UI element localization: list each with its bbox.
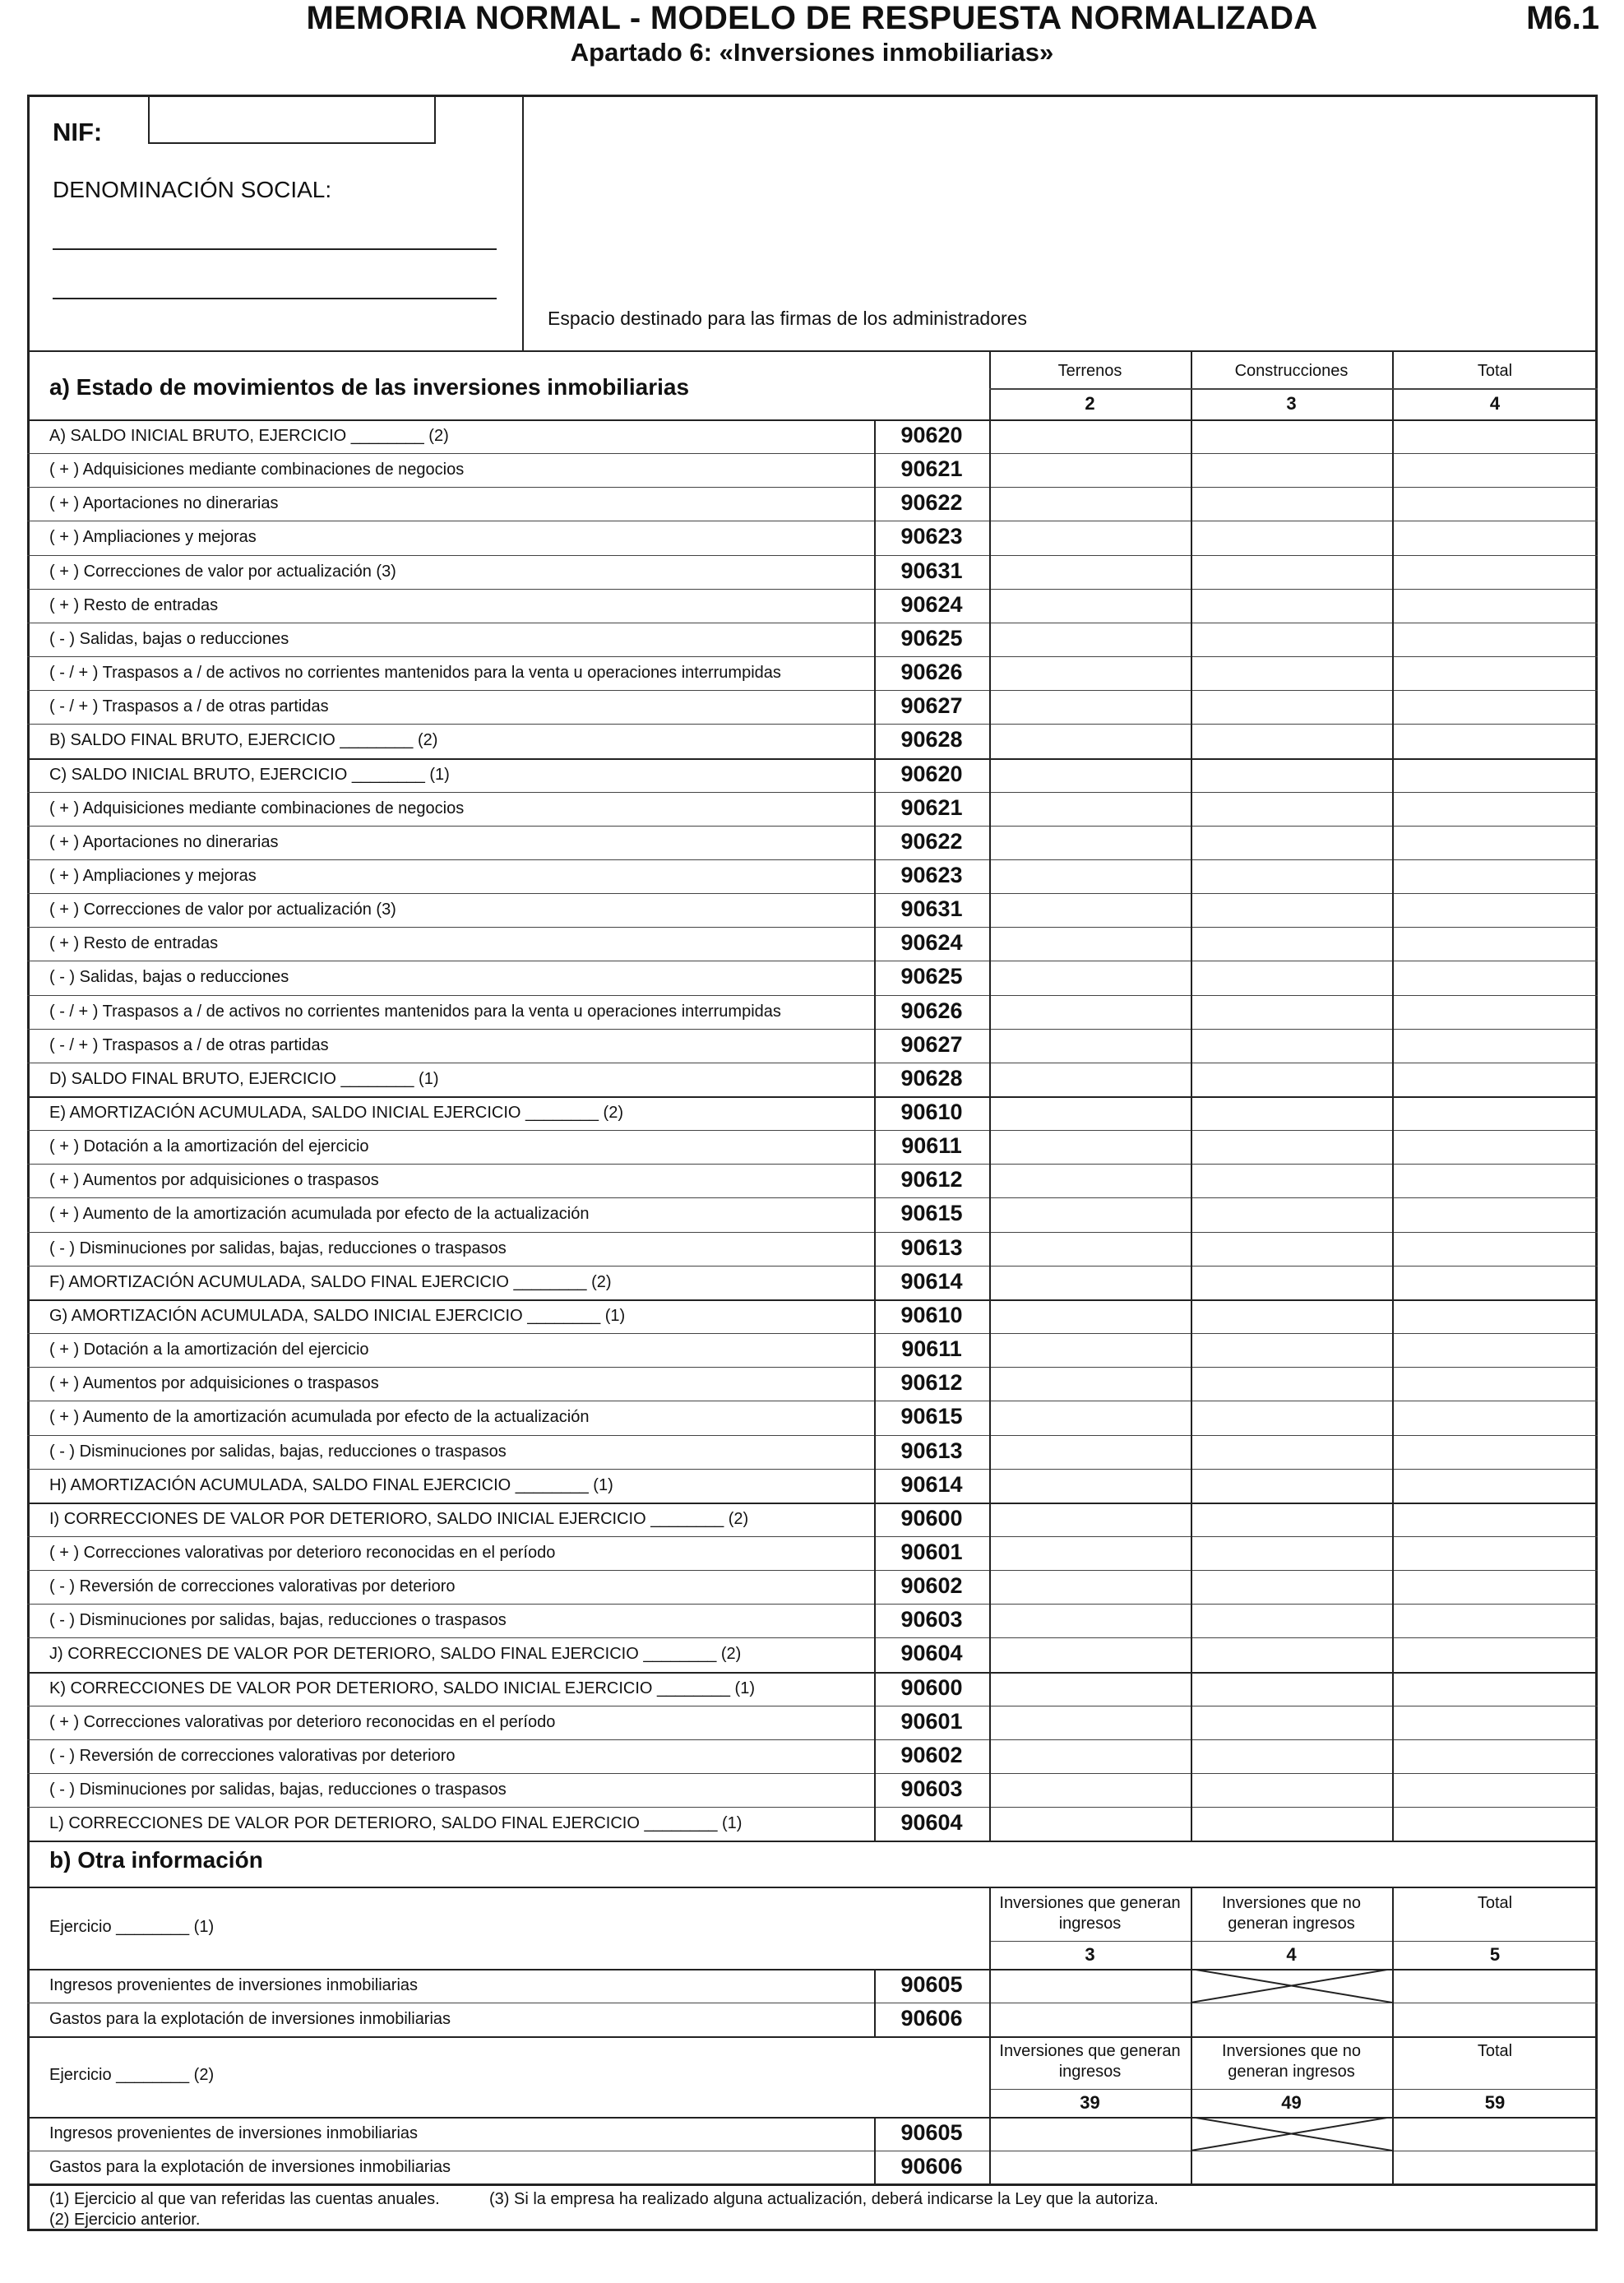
value-cell-terrenos[interactable] — [989, 927, 1191, 961]
value-cell-terrenos[interactable] — [989, 1029, 1191, 1063]
col-num: 5 — [1489, 1944, 1501, 1965]
col-num: 49 — [1281, 2092, 1302, 2113]
col-num-construcciones: 3 — [1286, 393, 1297, 414]
value-cell-terrenos[interactable] — [989, 1570, 1191, 1604]
row-code: 90621 — [900, 456, 963, 482]
col-divider — [989, 1887, 991, 2036]
value-cell-terrenos[interactable] — [989, 1367, 1191, 1401]
row-code: 90604 — [900, 1641, 963, 1666]
row-code: 90626 — [900, 660, 963, 685]
row-code: 90612 — [900, 1370, 963, 1396]
value-cell-construcciones[interactable] — [1191, 859, 1392, 893]
row-code: 90611 — [901, 1336, 962, 1362]
value-cell-construcciones[interactable] — [1191, 1536, 1392, 1570]
row-code: 90611 — [901, 1133, 962, 1159]
footnote-line — [27, 2183, 1598, 2185]
row-label: D) SALDO FINAL BRUTO, EJERCICIO ________ (1) — [49, 1069, 439, 1088]
value-cell-terrenos[interactable] — [989, 1604, 1191, 1637]
footnote-3: (3) Si la empresa ha realizado alguna actualización, deberá indicarse la Ley que la autoriza. — [489, 2190, 1159, 2208]
col-divider — [1392, 1887, 1394, 2036]
row-label: ( - / + ) Traspasos a / de otras partidas — [49, 1035, 329, 1054]
value-cell-terrenos[interactable] — [989, 1333, 1191, 1367]
value-cell-construcciones[interactable] — [1191, 453, 1392, 487]
col-divider — [1191, 1887, 1192, 2036]
row-label: ( + ) Aumentos por adquisiciones o traspasos — [49, 1374, 379, 1393]
value-cell-generan[interactable] — [989, 2151, 1191, 2184]
value-cell-terrenos[interactable] — [989, 1063, 1191, 1096]
row-code: 90602 — [900, 1573, 963, 1599]
value-cell-total[interactable] — [1392, 792, 1598, 826]
value-cell-terrenos[interactable] — [989, 859, 1191, 893]
value-cell-total[interactable] — [1392, 724, 1598, 757]
row-label: ( - ) Salidas, bajas o reducciones — [49, 968, 289, 987]
page-title: MEMORIA NORMAL - MODELO DE RESPUESTA NORMALIZADA — [306, 0, 1318, 36]
row-label: E) AMORTIZACIÓN ACUMULADA, SALDO INICIAL EJERCICIO ________ (2) — [49, 1104, 623, 1122]
row-label: ( - ) Disminuciones por salidas, bajas, reducciones o traspasos — [49, 1442, 507, 1461]
value-cell-construcciones[interactable] — [1191, 1029, 1392, 1063]
value-cell-terrenos[interactable] — [989, 419, 1191, 453]
row-code: 90626 — [900, 998, 963, 1023]
value-cell-terrenos[interactable] — [989, 1672, 1191, 1706]
row-code: 90615 — [900, 1201, 963, 1226]
row-label: ( - / + ) Traspasos a / de activos no corrientes mantenidos para la venta u operaciones interrumpidas — [49, 664, 781, 683]
row-label: ( + ) Correcciones valorativas por deterioro reconocidas en el período — [49, 1543, 556, 1562]
row-code: 90623 — [900, 524, 963, 549]
row-code: 90631 — [900, 896, 963, 922]
value-cell-terrenos[interactable] — [989, 961, 1191, 994]
value-cell-total[interactable] — [1392, 1164, 1598, 1197]
value-cell-terrenos[interactable] — [989, 826, 1191, 859]
value-cell-total[interactable] — [1392, 1435, 1598, 1469]
row-label: ( - ) Disminuciones por salidas, bajas, reducciones o traspasos — [49, 1611, 507, 1630]
value-cell-construcciones[interactable] — [1191, 1637, 1392, 1671]
value-cell-construcciones[interactable] — [1191, 1164, 1392, 1197]
row-code: 90631 — [900, 558, 963, 583]
signature-caption: Espacio destinado para las firmas de los administradores — [548, 308, 1027, 329]
value-cell-construcciones[interactable] — [1191, 927, 1392, 961]
row-label: J) CORRECCIONES DE VALOR POR DETERIORO, SALDO FINAL EJERCICIO ________ (2) — [49, 1645, 742, 1664]
value-cell-construcciones[interactable] — [1191, 1604, 1392, 1637]
value-cell-construcciones[interactable] — [1191, 623, 1392, 656]
value-cell-construcciones[interactable] — [1191, 1197, 1392, 1231]
value-cell-total[interactable] — [1392, 1672, 1598, 1706]
col-head-split — [989, 1941, 1598, 1942]
value-cell-construcciones[interactable] — [1191, 1130, 1392, 1164]
value-cell-terrenos[interactable] — [989, 995, 1191, 1029]
value-cell-construcciones[interactable] — [1191, 1299, 1392, 1333]
row-code: 90627 — [900, 1031, 963, 1057]
row-label: I) CORRECCIONES DE VALOR POR DETERIORO, SALDO INICIAL EJERCICIO ________ (2) — [49, 1509, 749, 1528]
value-cell-terrenos[interactable] — [989, 1401, 1191, 1434]
row-code: 90606 — [900, 2006, 963, 2031]
row-label: G) AMORTIZACIÓN ACUMULADA, SALDO INICIAL EJERCICIO ________ (1) — [49, 1306, 626, 1325]
row-code: 90601 — [900, 1708, 963, 1734]
row-code: 90605 — [900, 2120, 963, 2145]
value-cell-total[interactable] — [1392, 1029, 1598, 1063]
value-cell-total[interactable] — [1392, 2151, 1598, 2184]
col-header: Inversiones que no generan ingresos — [1221, 1894, 1361, 1933]
row-code: 90606 — [900, 2154, 963, 2179]
row-label: B) SALDO FINAL BRUTO, EJERCICIO ________ (2) — [49, 731, 438, 750]
ejercicio-label: Ejercicio ________ (1) — [49, 1918, 215, 1936]
value-cell-construcciones[interactable] — [1191, 1672, 1392, 1706]
row-label: ( - ) Salidas, bajas o reducciones — [49, 629, 289, 648]
row-code: 90614 — [900, 1268, 963, 1294]
row-code: 90628 — [900, 1065, 963, 1091]
value-cell-terrenos[interactable] — [989, 1299, 1191, 1333]
value-cell-generan[interactable] — [989, 1969, 1191, 2003]
value-cell-total[interactable] — [1392, 1604, 1598, 1637]
value-cell-total[interactable] — [1392, 2117, 1598, 2151]
value-cell-terrenos[interactable] — [989, 555, 1191, 589]
col-header-terrenos: Terrenos — [1057, 362, 1122, 380]
row-code: 90624 — [900, 930, 963, 956]
row-label: ( + ) Aportaciones no dinerarias — [49, 832, 279, 851]
value-cell-terrenos[interactable] — [989, 623, 1191, 656]
value-cell-construcciones[interactable] — [1191, 758, 1392, 792]
value-cell-total[interactable] — [1392, 995, 1598, 1029]
value-cell-terrenos[interactable] — [989, 1096, 1191, 1130]
row-label: F) AMORTIZACIÓN ACUMULADA, SALDO FINAL EJERCICIO ________ (2) — [49, 1272, 612, 1291]
model-code: M6.1 — [1526, 0, 1599, 36]
value-cell-total[interactable] — [1392, 961, 1598, 994]
value-cell-construcciones[interactable] — [1191, 893, 1392, 927]
value-cell-construcciones[interactable] — [1191, 1739, 1392, 1773]
row-label: Ingresos provenientes de inversiones inmobiliarias — [49, 2124, 419, 2142]
row-code: 90603 — [900, 1776, 963, 1801]
row-label: ( + ) Correcciones de valor por actualización (3) — [49, 562, 396, 581]
row-code: 90624 — [900, 591, 963, 617]
value-cell-total[interactable] — [1392, 589, 1598, 623]
row-code: 90622 — [900, 828, 963, 854]
value-cell-generan[interactable] — [989, 2117, 1191, 2151]
row-divider — [27, 2036, 1598, 2038]
footnote-1: (1) Ejercicio al que van referidas las cuentas anuales. — [49, 2190, 440, 2208]
row-label: ( + ) Resto de entradas — [49, 934, 219, 953]
value-cell-total[interactable] — [1392, 826, 1598, 859]
col-divider — [989, 2035, 991, 2184]
value-cell-construcciones[interactable] — [1191, 1773, 1392, 1807]
value-cell-total[interactable] — [1392, 623, 1598, 656]
col-header: Inversiones que no generan ingresos — [1221, 2042, 1361, 2081]
value-cell-terrenos[interactable] — [989, 1197, 1191, 1231]
crossed-out-cell — [1191, 1969, 1392, 2003]
denominacion-line-1[interactable] — [53, 248, 497, 250]
row-code: 90614 — [900, 1471, 963, 1497]
value-cell-construcciones[interactable] — [1191, 724, 1392, 757]
value-cell-construcciones[interactable] — [1191, 792, 1392, 826]
value-cell-total[interactable] — [1392, 555, 1598, 589]
row-label: Ingresos provenientes de inversiones inmobiliarias — [49, 1976, 419, 1994]
row-code: 90604 — [900, 1810, 963, 1836]
col-divider — [1191, 2035, 1192, 2184]
col-divider — [989, 419, 991, 1841]
value-cell-terrenos[interactable] — [989, 521, 1191, 554]
row-label: ( - ) Reversión de correcciones valorativas por deterioro — [49, 1746, 456, 1765]
value-cell-total[interactable] — [1392, 927, 1598, 961]
value-cell-construcciones[interactable] — [1191, 487, 1392, 521]
row-code: 90623 — [900, 862, 963, 887]
col-num: 39 — [1080, 2092, 1100, 2113]
row-label: ( - / + ) Traspasos a / de otras partidas — [49, 697, 329, 716]
col-num-total: 4 — [1489, 393, 1501, 414]
nif-input[interactable] — [148, 95, 436, 144]
col-head-split — [989, 388, 1598, 390]
row-code: 90600 — [900, 1674, 963, 1700]
value-cell-total[interactable] — [1392, 1063, 1598, 1096]
crossed-out-cell — [1191, 2117, 1392, 2151]
value-cell-terrenos[interactable] — [989, 1773, 1191, 1807]
value-cell-terrenos[interactable] — [989, 453, 1191, 487]
row-code: 90600 — [900, 1505, 963, 1530]
row-code: 90610 — [900, 1100, 963, 1124]
value-cell-total[interactable] — [1392, 1773, 1598, 1807]
row-label: A) SALDO INICIAL BRUTO, EJERCICIO ________ (2) — [49, 427, 449, 445]
value-cell-terrenos[interactable] — [989, 1739, 1191, 1773]
value-cell-terrenos[interactable] — [989, 1503, 1191, 1536]
value-cell-total[interactable] — [1392, 1706, 1598, 1739]
value-cell-construcciones[interactable] — [1191, 1706, 1392, 1739]
col-divider — [1392, 419, 1394, 1841]
row-label: ( + ) Correcciones valorativas por deterioro reconocidas en el período — [49, 1712, 556, 1731]
row-label: ( + ) Dotación a la amortización del ejercicio — [49, 1341, 369, 1359]
value-cell-terrenos[interactable] — [989, 758, 1191, 792]
row-code: 90605 — [900, 1972, 963, 1997]
value-cell-terrenos[interactable] — [989, 1536, 1191, 1570]
row-label: ( + ) Adquisiciones mediante combinaciones de negocios — [49, 799, 465, 817]
value-cell-total[interactable] — [1392, 1401, 1598, 1434]
denominacion-label: DENOMINACIÓN SOCIAL: — [53, 177, 332, 202]
col-divider — [1191, 419, 1192, 1841]
value-cell-total[interactable] — [1392, 1197, 1598, 1231]
row-code: 90612 — [900, 1167, 963, 1192]
value-cell-total[interactable] — [1392, 1536, 1598, 1570]
value-cell-total[interactable] — [1392, 1299, 1598, 1333]
value-cell-construcciones[interactable] — [1191, 1807, 1392, 1841]
value-cell-total[interactable] — [1392, 1333, 1598, 1367]
value-cell-construcciones[interactable] — [1191, 995, 1392, 1029]
value-cell-construcciones[interactable] — [1191, 1063, 1392, 1096]
col-header: Inversiones que generan ingresos — [999, 1894, 1181, 1933]
row-label: ( + ) Adquisiciones mediante combinaciones de negocios — [49, 461, 465, 479]
value-cell-terrenos[interactable] — [989, 1266, 1191, 1299]
row-label: ( + ) Ampliaciones y mejoras — [49, 528, 257, 547]
row-code: 90615 — [900, 1404, 963, 1429]
row-label: L) CORRECCIONES DE VALOR POR DETERIORO, SALDO FINAL EJERCICIO ________ (1) — [49, 1814, 743, 1833]
row-code: 90601 — [900, 1539, 963, 1564]
col-divider — [874, 419, 876, 1841]
value-cell-no-generan[interactable] — [1191, 2151, 1392, 2184]
row-label: ( + ) Aumento de la amortización acumulada por efecto de la actualización — [49, 1408, 590, 1427]
value-cell-construcciones[interactable] — [1191, 826, 1392, 859]
value-cell-construcciones[interactable] — [1191, 1232, 1392, 1266]
signature-area[interactable] — [524, 97, 1595, 299]
value-cell-terrenos[interactable] — [989, 724, 1191, 757]
value-cell-terrenos[interactable] — [989, 792, 1191, 826]
row-label: Gastos para la explotación de inversiones inmobiliarias — [49, 2158, 451, 2176]
row-code: 90613 — [900, 1234, 963, 1260]
value-cell-terrenos[interactable] — [989, 690, 1191, 724]
col-num: 4 — [1286, 1944, 1297, 1965]
value-cell-terrenos[interactable] — [989, 893, 1191, 927]
section-a-title: a) Estado de movimientos de las inversiones inmobiliarias — [49, 374, 690, 400]
value-cell-terrenos[interactable] — [989, 589, 1191, 623]
row-label: ( + ) Aportaciones no dinerarias — [49, 494, 279, 513]
value-cell-total[interactable] — [1392, 1739, 1598, 1773]
value-cell-terrenos[interactable] — [989, 1164, 1191, 1197]
page-subtitle: Apartado 6: «Inversiones inmobiliarias» — [570, 38, 1054, 67]
value-cell-total[interactable] — [1392, 758, 1598, 792]
value-cell-construcciones[interactable] — [1191, 1367, 1392, 1401]
col-divider — [874, 1969, 876, 2036]
row-divider — [27, 1841, 1598, 1842]
row-code: 90628 — [900, 727, 963, 753]
section-b-top-line — [27, 1887, 1598, 1888]
value-cell-construcciones[interactable] — [1191, 1503, 1392, 1536]
value-cell-construcciones[interactable] — [1191, 1333, 1392, 1367]
value-cell-total[interactable] — [1392, 487, 1598, 521]
value-cell-total[interactable] — [1392, 1096, 1598, 1130]
row-label: ( - ) Disminuciones por salidas, bajas, reducciones o traspasos — [49, 1781, 507, 1799]
value-cell-terrenos[interactable] — [989, 656, 1191, 690]
value-cell-construcciones[interactable] — [1191, 1096, 1392, 1130]
col-header-total: Total — [1477, 362, 1513, 380]
row-code: 90621 — [900, 794, 963, 820]
col-head-split — [989, 2089, 1598, 2090]
value-cell-total[interactable] — [1392, 1130, 1598, 1164]
row-code: 90622 — [900, 490, 963, 516]
col-header: Total — [1477, 1894, 1513, 1912]
col-header-construcciones: Construcciones — [1234, 362, 1349, 380]
value-cell-construcciones[interactable] — [1191, 589, 1392, 623]
value-cell-total[interactable] — [1392, 893, 1598, 927]
value-cell-terrenos[interactable] — [989, 1130, 1191, 1164]
row-label: C) SALDO INICIAL BRUTO, EJERCICIO ________ (1) — [49, 765, 450, 784]
value-cell-total[interactable] — [1392, 453, 1598, 487]
row-label: ( + ) Correcciones de valor por actualización (3) — [49, 901, 396, 919]
value-cell-no-generan[interactable] — [1191, 2003, 1392, 2036]
row-label: ( + ) Ampliaciones y mejoras — [49, 866, 257, 885]
value-cell-total[interactable] — [1392, 1232, 1598, 1266]
value-cell-total[interactable] — [1392, 1503, 1598, 1536]
row-code: 90620 — [900, 761, 963, 786]
value-cell-total[interactable] — [1392, 656, 1598, 690]
id-bottom-line — [27, 350, 1598, 352]
col-num: 59 — [1484, 2092, 1506, 2113]
section-b-title: b) Otra información — [49, 1847, 263, 1873]
row-label: ( + ) Aumentos por adquisiciones o traspasos — [49, 1171, 379, 1190]
row-code: 90602 — [900, 1742, 963, 1767]
row-label: ( + ) Resto de entradas — [49, 595, 219, 614]
value-cell-terrenos[interactable] — [989, 1637, 1191, 1671]
row-code: 90610 — [900, 1302, 963, 1327]
row-label: H) AMORTIZACIÓN ACUMULADA, SALDO FINAL EJERCICIO ________ (1) — [49, 1475, 613, 1494]
col-divider — [1392, 2035, 1394, 2184]
row-code: 90620 — [900, 423, 963, 447]
value-cell-total[interactable] — [1392, 690, 1598, 724]
value-cell-total[interactable] — [1392, 1969, 1598, 2003]
value-cell-total[interactable] — [1392, 2003, 1598, 2036]
col-num: 3 — [1085, 1944, 1095, 1965]
value-cell-terrenos[interactable] — [989, 487, 1191, 521]
row-code: 90625 — [900, 625, 963, 651]
denominacion-line-2[interactable] — [53, 298, 497, 299]
row-label: ( - ) Disminuciones por salidas, bajas, reducciones o traspasos — [49, 1239, 507, 1257]
row-label: ( - ) Reversión de correcciones valorativas por deterioro — [49, 1577, 456, 1596]
value-cell-construcciones[interactable] — [1191, 555, 1392, 589]
value-cell-construcciones[interactable] — [1191, 419, 1392, 453]
row-label: K) CORRECCIONES DE VALOR POR DETERIORO, SALDO INICIAL EJERCICIO ________ (1) — [49, 1679, 755, 1697]
value-cell-terrenos[interactable] — [989, 1706, 1191, 1739]
row-label: Gastos para la explotación de inversiones inmobiliarias — [49, 2010, 451, 2028]
value-cell-total[interactable] — [1392, 521, 1598, 554]
value-cell-construcciones[interactable] — [1191, 1570, 1392, 1604]
col-num-terrenos: 2 — [1085, 393, 1095, 414]
row-code: 90613 — [900, 1438, 963, 1463]
value-cell-construcciones[interactable] — [1191, 1401, 1392, 1434]
value-cell-total[interactable] — [1392, 1570, 1598, 1604]
col-header: Total — [1477, 2042, 1513, 2060]
value-cell-terrenos[interactable] — [989, 1807, 1191, 1841]
value-cell-total[interactable] — [1392, 1807, 1598, 1841]
row-label: ( + ) Dotación a la amortización del ejercicio — [49, 1137, 369, 1156]
col-header: Inversiones que generan ingresos — [999, 2042, 1181, 2081]
value-cell-construcciones[interactable] — [1191, 521, 1392, 554]
row-label: ( + ) Aumento de la amortización acumulada por efecto de la actualización — [49, 1205, 590, 1224]
row-code: 90627 — [900, 693, 963, 719]
row-code: 90603 — [900, 1607, 963, 1632]
value-cell-terrenos[interactable] — [989, 1469, 1191, 1503]
value-cell-construcciones[interactable] — [1191, 961, 1392, 994]
value-cell-total[interactable] — [1392, 1469, 1598, 1503]
value-cell-construcciones[interactable] — [1191, 1266, 1392, 1299]
value-cell-total[interactable] — [1392, 419, 1598, 453]
value-cell-total[interactable] — [1392, 859, 1598, 893]
value-cell-terrenos[interactable] — [989, 1232, 1191, 1266]
value-cell-generan[interactable] — [989, 2003, 1191, 2036]
value-cell-total[interactable] — [1392, 1266, 1598, 1299]
row-label: ( - / + ) Traspasos a / de activos no corrientes mantenidos para la venta u operaciones interrumpidas — [49, 1002, 781, 1021]
value-cell-construcciones[interactable] — [1191, 1469, 1392, 1503]
value-cell-total[interactable] — [1392, 1367, 1598, 1401]
nif-label: NIF: — [53, 118, 103, 146]
footnote-2: (2) Ejercicio anterior. — [49, 2211, 201, 2229]
value-cell-terrenos[interactable] — [989, 1435, 1191, 1469]
value-cell-total[interactable] — [1392, 1637, 1598, 1671]
ejercicio-label: Ejercicio ________ (2) — [49, 2066, 215, 2084]
value-cell-construcciones[interactable] — [1191, 656, 1392, 690]
col-divider — [874, 2117, 876, 2184]
row-code: 90625 — [900, 964, 963, 989]
value-cell-construcciones[interactable] — [1191, 690, 1392, 724]
value-cell-construcciones[interactable] — [1191, 1435, 1392, 1469]
